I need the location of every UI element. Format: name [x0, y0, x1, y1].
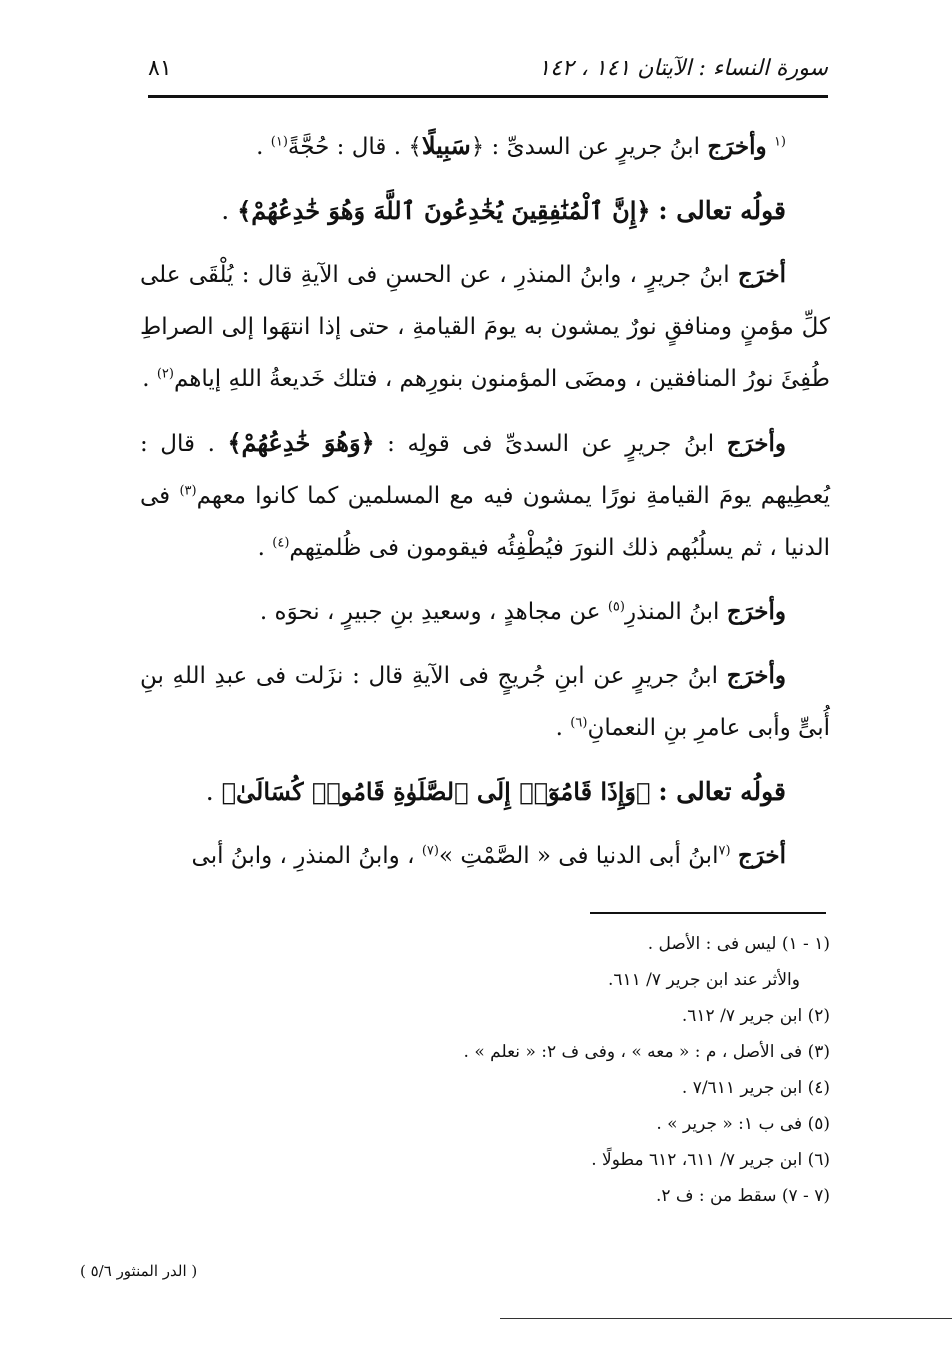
footnote: (٣) فى الأصل ، م : « معه » ، وفى ف ٢: « نعلم » . — [463, 1042, 830, 1062]
heading-lead: قولُه تعالى : — [658, 777, 786, 806]
quran-quote: ﴿وَهُوَ خَٰدِعُهُمْ﴾ — [227, 428, 375, 457]
paragraph-text: ابنُ جريرٍ عن السدىِّ : ﴿ — [470, 134, 701, 160]
paragraph-1 — [140, 120, 830, 173]
paragraph-text: ابنُ جريرٍ ، وابنُ المنذرِ ، عن الحسنِ فى الآيةِ قال : يُلْقَى على كلِّ مؤمنٍ ومنافقٍ نورٌ يمشون به يومَ القيامةِ ، حتى إذا انتهَوا إلى الصراطِ طُفِئَ نورُ المنافقين ، ومضَى المؤمنون بنورِهم ، فتلك خَديعةُ اللهِ إياهم — [140, 262, 830, 392]
paragraph-lead: أخرَج — [737, 842, 786, 869]
footnote-marker: (٧ — [718, 843, 731, 859]
paragraph-5 — [140, 650, 830, 754]
footnote-marker: (٤) — [272, 535, 290, 551]
paragraph-text: . قال : يُعطِيهم يومَ القيامةِ نورًا يمشون فيه مع المسلمين كما كانوا معهم — [140, 431, 830, 509]
paragraph-2 — [140, 249, 830, 405]
paragraph-text: ابنُ المنذرِ — [624, 599, 720, 625]
paragraph-text: ، وابنُ المنذرِ ، وابنُ أبى — [191, 843, 422, 869]
main-text — [140, 120, 830, 894]
footnote-marker: (١ — [773, 134, 786, 150]
paragraph-lead: وأخرَج — [726, 662, 786, 689]
page-header — [148, 50, 828, 90]
header-rule — [148, 95, 828, 98]
quran-quote: سَبِيلًا — [421, 131, 471, 160]
footnote: (٤) ابن جرير ٧/٦١١ . — [681, 1078, 830, 1098]
volume-signature: ( الدر المنثور ٥/٦ ) — [80, 1262, 198, 1280]
paragraph-4 — [140, 586, 830, 638]
paragraph-lead: وأخرَج — [726, 598, 786, 625]
paragraph-end: . — [221, 196, 238, 225]
paragraph-text: فى الدنيا ، ثم يسلُبُهم ذلك النورَ فيُطْفِئُه فيقومون فى ظُلمتِهم — [140, 483, 830, 561]
paragraph-text: عن مجاهدٍ ، وسعيدِ بنِ جبيرٍ ، نحوَه . — [259, 599, 608, 625]
verse-heading-2 — [140, 766, 830, 818]
paragraph-3 — [140, 417, 830, 574]
quran-quote: ﴿إِنَّ ٱلْمُنَٰفِقِينَ يُخَٰدِعُونَ ٱللَّهَ وَهُوَ خَٰدِعُهُمْ﴾ — [237, 196, 651, 225]
paragraph-text: ابنُ جريرٍ عن ابنِ جُريجٍ فى الآيةِ قال : نزَلت فى عبدِ اللهِ بنِ أُبىٍّ وأبى عامرِ بنِ النعمانِ — [140, 663, 830, 741]
footnote-marker: (٥) — [607, 599, 625, 615]
paragraph-text: ابنُ أبى الدنيا فى « الصَّمْتِ » — [438, 843, 719, 869]
footnote-marker: (١) — [270, 134, 288, 150]
paragraph-text: ﴾ . قال : حُجَّةً — [287, 134, 422, 160]
footnote: (٥) فى ب ١: « جرير » . — [656, 1114, 830, 1134]
footnote: (١ - ١) ليس فى : الأصل . — [647, 934, 830, 954]
paragraph-text: ابنُ جريرٍ عن السدىِّ فى قولِه : — [374, 431, 715, 457]
paragraph-lead: وأخرَج — [726, 430, 786, 457]
heading-lead: قولُه تعالى : — [658, 196, 786, 225]
footnote-marker: (٧) — [421, 843, 439, 859]
paragraph-lead: وأخرَج — [707, 133, 767, 160]
footnote: والأثر عند ابن جرير ٧/ ٦١١. — [607, 970, 800, 990]
page-number: ٨١ — [148, 56, 172, 81]
running-title: سورة النساء : الآيتان ١٤١ ، ١٤٢ — [538, 56, 828, 81]
footnote: (٢) ابن جرير ٧/ ٦١٢. — [681, 1006, 830, 1026]
footnote-rule — [590, 912, 826, 914]
footnotes — [140, 926, 830, 1214]
paragraph-end: . — [257, 535, 273, 561]
paragraph-6 — [140, 830, 830, 882]
paragraph-end: . — [205, 777, 222, 806]
footnote-marker: (٦) — [570, 715, 588, 731]
paragraph-end: . — [142, 366, 157, 392]
footnote-marker: (٣) — [179, 483, 197, 499]
verse-heading-1 — [140, 185, 830, 237]
paragraph-lead: أخرَج — [737, 261, 786, 288]
paragraph-end: . — [256, 134, 271, 160]
bottom-edge-line — [500, 1318, 952, 1319]
footnote-marker: (٢) — [156, 366, 174, 382]
quran-quote: ﴿وَإِذَا قَامُوٓا۟ إِلَى ٱلصَّلَوٰةِ قَامُوا۟ كُسَالَىٰ﴾ — [221, 777, 651, 806]
footnote: (٦) ابن جرير ٧/ ٦١١، ٦١٢ مطولًا . — [591, 1150, 830, 1170]
footnote: (٧ - ٧) سقط من : ف ٢. — [655, 1186, 830, 1206]
paragraph-end: . — [555, 715, 571, 741]
